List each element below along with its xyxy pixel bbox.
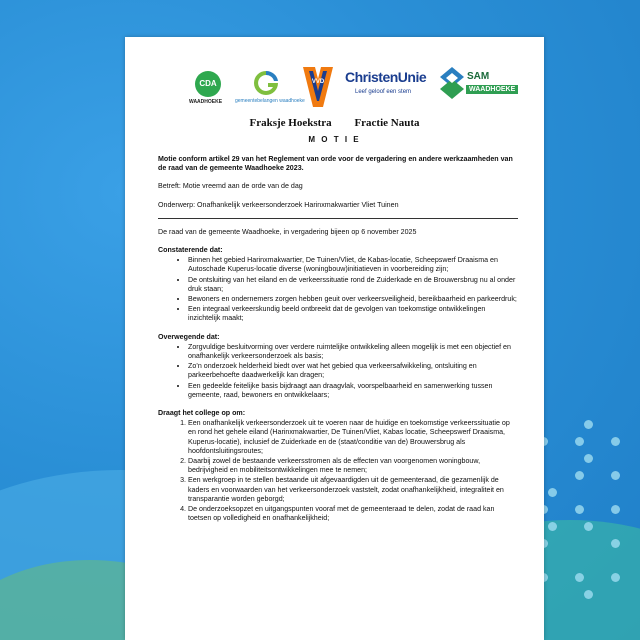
list-item: • De ontsluiting van het eiland en de verkeerssituatie rond de Zuiderkade en de Brouwersbrug nu al onder druk staan; (188, 276, 518, 294)
onderwerp-line: Onderwerp: Onafhankelijk verkeersonderzoek Harinxmakwartier Vliet Tuinen (158, 200, 399, 209)
dot (584, 590, 593, 599)
christenunie-logo-text: ChristenUnie (345, 69, 427, 85)
intro-text: Motie conform artikel 29 van het Reglement van orde voor de vergadering en andere werkzaamheden van de raad van de gemeente Waadhoeke 2023. (158, 155, 513, 173)
betreft-line: Betreft: Motie vreemd aan de orde van de dag (158, 182, 303, 191)
vvd-logo (303, 67, 333, 107)
party-logos (185, 65, 515, 115)
constaterende-list (158, 256, 518, 323)
list-item: • Een gedeelde feitelijke basis bijdraagt aan draagvlak, voorspelbaarheid en samenwerking tussen gemeente, raad, bewoners en ontwikkelaars; (188, 382, 518, 400)
cda-logo-text: CDA (199, 79, 217, 88)
gemeentebelangen-logo (252, 69, 280, 97)
list-item: 1. Een onafhankelijk verkeersonderzoek uit te voeren naar de huidige en toekomstige verkeerssituatie op en rond het gehele eiland (Harinxmakwartier, De Tuinen/Vliet, Kabas locatie, Scheepswerf Draaisma, Kuperus-locatie), inclusief de Zuiderkade en de (staat/conditie van de) Brouwersbrug als hoofdontsluitingsroutes; (188, 419, 518, 456)
document-body (158, 155, 518, 533)
raad-line: De raad van de gemeente Waadhoeke, in vergadering bijeen op 6 november 2025 (158, 227, 417, 236)
christenunie-logo-subtext: Leef geloof een stem (355, 89, 412, 95)
list-item: 2. Daarbij zowel de bestaande verkeersstromen als de effecten van voorgenomen woningbouw, bedrijvigheid en mobiliteitsontwikkelingen mee te nemen; (188, 457, 518, 475)
overwegende-list (158, 343, 518, 400)
faction-names (125, 117, 544, 129)
vvd-logo-text: VVD (311, 79, 325, 85)
constaterende-heading: Constaterende dat: (158, 246, 223, 255)
dot (611, 471, 620, 480)
document-title: M O T I E (308, 135, 361, 144)
list-item: • Bewoners en ondernemers zorgen hebben geuit over verkeersveiligheid, bereikbaarheid en parkeerdruk; (188, 295, 518, 304)
list-item: • Binnen het gebied Harinxmakwartier, De Tuinen/Vliet, de Kabas-locatie, Scheepswerf Draaisma en Autoschade Kuperus-locatie diverse (woningbouw)initiatieven in voorbereiding zijn; (188, 256, 518, 274)
list-item: • Zorgvuldige besluitvorming over verdere ruimtelijke ontwikkeling alleen mogelijk is met een objectief en onafhankelijk verkeersonderzoek als basis; (188, 343, 518, 361)
list-item: • Zo’n onderzoek helderheid biedt over wat het gebied qua verkeersafwikkeling, ontsluiting en parkeerbehoefte daadwerkelijk kan dragen; (188, 362, 518, 380)
dot (584, 522, 593, 531)
list-item: 3. Een werkgroep in te stellen bestaande uit afgevaardigden uit de gemeenteraad, die gezamenlijk de kaders en voorwaarden van het verkeersonderzoek vaststelt, zodat onafhankelijkheid, integraliteit en transparantie worden geborgd; (188, 476, 518, 504)
gemeentebelangen-logo-subtext: gemeentebelangen waadhoeke (235, 98, 305, 104)
dot (611, 505, 620, 514)
cda-logo (195, 71, 221, 97)
fractie-name: Fractie Nauta (354, 117, 420, 129)
sam-logo-text: SAM (467, 71, 490, 82)
draagt-list (158, 419, 518, 523)
cda-logo-subtext: WAADHOEKE (189, 99, 223, 105)
dot (575, 437, 584, 446)
dot (548, 488, 557, 497)
dot (575, 505, 584, 514)
dot (584, 420, 593, 429)
dot (548, 522, 557, 531)
dot (611, 573, 620, 582)
overwegende-heading: Overwegende dat: (158, 332, 220, 341)
dot (575, 471, 584, 480)
dot (584, 454, 593, 463)
list-item: 4. De onderzoeksopzet en uitgangspunten vooraf met de gemeenteraad te delen, zodat de raad kan toetsen op volledigheid en onafhankelijkheid; (188, 505, 518, 523)
divider (158, 218, 518, 219)
dot (611, 437, 620, 446)
sam-logo-subtext: WAADHOEKE (466, 85, 518, 94)
list-item: • Een integraal verkeerskundig beeld ontbreekt dat de gevolgen van toekomstige ontwikkelingen inzichtelijk maakt; (188, 305, 518, 323)
dot (575, 573, 584, 582)
dot (611, 539, 620, 548)
draagt-heading: Draagt het college op om: (158, 409, 246, 418)
sam-logo (440, 67, 464, 103)
fraksje-name: Fraksje Hoekstra (249, 117, 332, 129)
motion-document (125, 37, 544, 640)
